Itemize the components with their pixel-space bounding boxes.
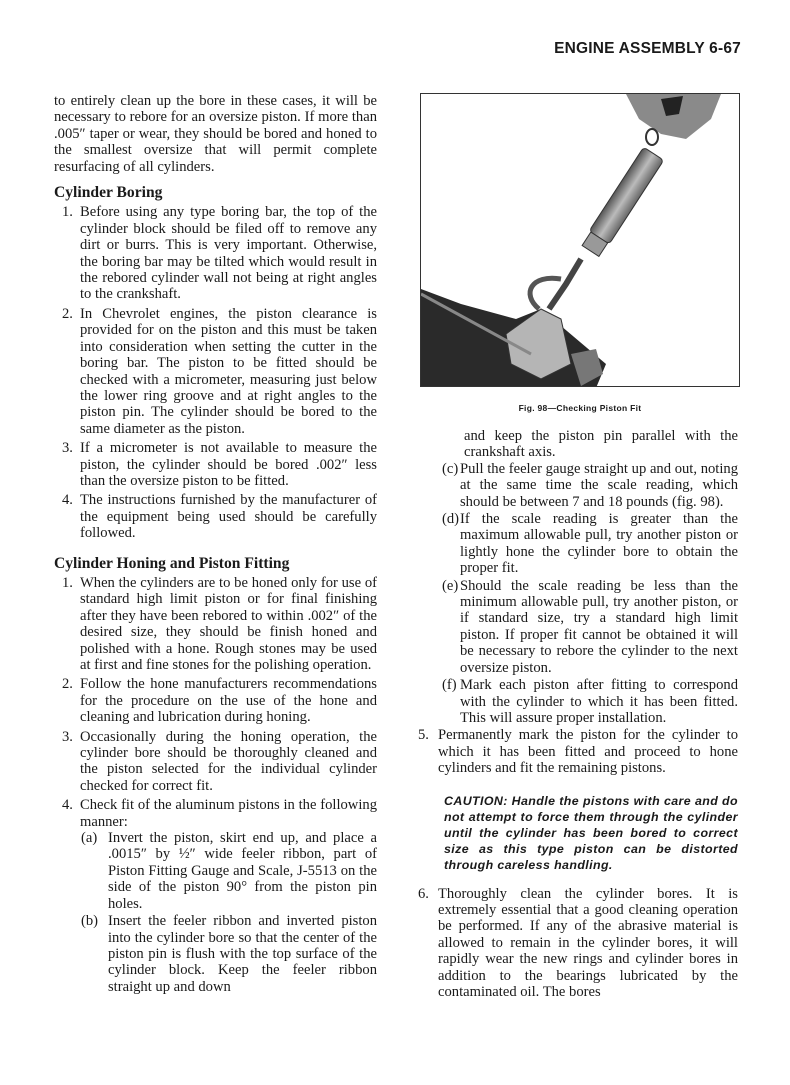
item-number: 2.: [62, 676, 73, 693]
item-text: If a micrometer is not available to measure the piston, the cylinder should be bored .002″ less than the oversize piston to be fitted.: [80, 440, 377, 489]
list-item: [54, 492, 377, 541]
right-column: [418, 428, 738, 1003]
list-item: [418, 886, 738, 1001]
figure-98-photo: [420, 93, 740, 387]
sub-item-label: (d): [442, 511, 460, 528]
item-text: Before using any type boring bar, the top of the cylinder block should be filed off to remove any dirt or burrs. This is very important. Otherwise, the boring bar may be tilted which would result in the rebored cylinder wall not being at right angles to the crankshaft.: [80, 204, 377, 303]
list-item: [54, 440, 377, 489]
item-number: 3.: [62, 440, 73, 457]
caution-note: CAUTION: Handle the pistons with care and do not attempt to force them through the cylinder until the cylinder has been bored to correct size as this type piston can be distorted through careless handling.: [444, 793, 738, 873]
item-number: 3.: [62, 728, 73, 745]
item-text: Occasionally during the honing operation, the cylinder bore should be thoroughly cleaned and the piston selected for the individual cylinder checked for correct fit.: [80, 728, 377, 794]
feeler-ribbon: [549, 259, 581, 309]
sub-item-text: Invert the piston, skirt end up, and place a .0015″ by ½″ wide feeler ribbon, part of Piston Fitting Gauge and Scale, J-5513 on the side of the piston 90° from the piston pin holes.: [108, 830, 377, 912]
sublist: [54, 830, 377, 995]
sub-item-text: Insert the feeler ribbon and inverted piston into the cylinder bore so that the center of the piston pin is flush with the top surface of the cylinder block. Keep the feeler ribbon straight up and down: [108, 913, 377, 995]
sub-item-text: Mark each piston after fitting to correspond with the cylinder to which it has been fitted. This will assure proper installation.: [460, 677, 738, 726]
scale-hook: [646, 129, 658, 145]
sub-item-label: (e): [442, 577, 459, 594]
continuation-text: and keep the piston pin parallel with the crankshaft axis.: [464, 428, 738, 461]
left-column: [54, 93, 377, 996]
item-text: When the cylinders are to be honed only for use of standard high limit piston or for final finishing after they have been rebored to within .002″ of the desired size, they should be finish honed and polished with a hone. Rough stones may be used at first and fine stones for the polishing operation.: [80, 574, 377, 673]
item-text: Thoroughly clean the cylinder bores. It is extremely essential that a good cleaning operation be performed. If any of the abrasive material is allowed to remain in the cylinder bores, it will rapidly wear the new rings and cylinder bores in addition to the bearings lubricated by the contaminated oil. The bores: [438, 885, 738, 1000]
sub-item-label: (a): [81, 830, 98, 847]
item-text: Follow the hone manufacturers recommendations for the procedure on the use of the hone and cleaning and lubrication during honing.: [80, 676, 377, 726]
section-heading-honing: Cylinder Honing and Piston Fitting: [54, 554, 290, 572]
item-number: 4.: [62, 492, 73, 509]
sub-item-text: Pull the feeler gauge straight up and out, noting at the same time the scale reading, which should be between 7 and 18 pounds (fig. 98).: [460, 460, 738, 510]
item-text: Check fit of the aluminum pistons in the following manner:: [80, 797, 377, 830]
sub-item-text: Should the scale reading be less than the minimum allowable pull, try another piston, or if standard size, try a standard high limit piston. If proper fit cannot be obtained it will be necessary to rebore the cylinder to the next oversize piston.: [460, 577, 738, 676]
list-item: [54, 306, 377, 437]
list-item: [54, 575, 377, 673]
item-number: 2.: [62, 305, 73, 322]
intro-paragraph: to entirely clean up the bore in these cases, it will be necessary to rebore for an oversize piston. If more than .005″ taper or wear, they should be bored and honed to the smallest oversize that will permit complete resurfacing of all cylinders.: [54, 93, 377, 175]
sub-item: [80, 913, 377, 995]
item-text: Permanently mark the piston for the cylinder to which it has been fitted and proceed to hone cylinders and fit the remaining pistons.: [438, 727, 738, 777]
item-text: In Chevrolet engines, the piston clearance is provided for on the piston and this must be taken into consideration when setting the cutter in the boring bar. The piston to be fitted should be checked with a micrometer, measuring just below the lower ring groove and at right angles to the piston pin. The cylinder should be bored to the same diameter as the piston.: [80, 305, 377, 437]
item-number: 6.: [418, 885, 429, 902]
sub-item-text: If the scale reading is greater than the maximum allowable pull, try another piston or lightly hone the cylinder bore to obtain the proper fit.: [460, 511, 738, 577]
list-item: [418, 727, 738, 776]
item-number: 1.: [62, 204, 73, 221]
spring-scale: [580, 147, 663, 257]
item-number: 5.: [418, 727, 429, 744]
section-heading-cylinder-boring: Cylinder Boring: [54, 184, 163, 202]
sub-item-label: (c): [442, 460, 459, 477]
figure-caption: Fig. 98—Checking Piston Fit: [518, 403, 642, 413]
sub-item: [430, 578, 738, 676]
piston-scale-illustration: [421, 94, 740, 387]
list-item: [54, 204, 377, 302]
list-item: [54, 676, 377, 725]
sub-item-label: (b): [81, 913, 99, 930]
sub-item: [430, 461, 738, 510]
sub-item: [430, 677, 738, 726]
page-header: ENGINE ASSEMBLY 6-67: [554, 40, 741, 57]
sub-item-label: (f): [442, 677, 457, 694]
sub-item: [80, 830, 377, 912]
item-text: The instructions furnished by the manufacturer of the equipment being used should be carefully followed.: [80, 492, 377, 542]
list-item: [54, 729, 377, 795]
item-number: 1.: [62, 574, 73, 591]
sub-item: [430, 511, 738, 577]
list-item: [54, 797, 377, 830]
item-number: 4.: [62, 797, 73, 814]
